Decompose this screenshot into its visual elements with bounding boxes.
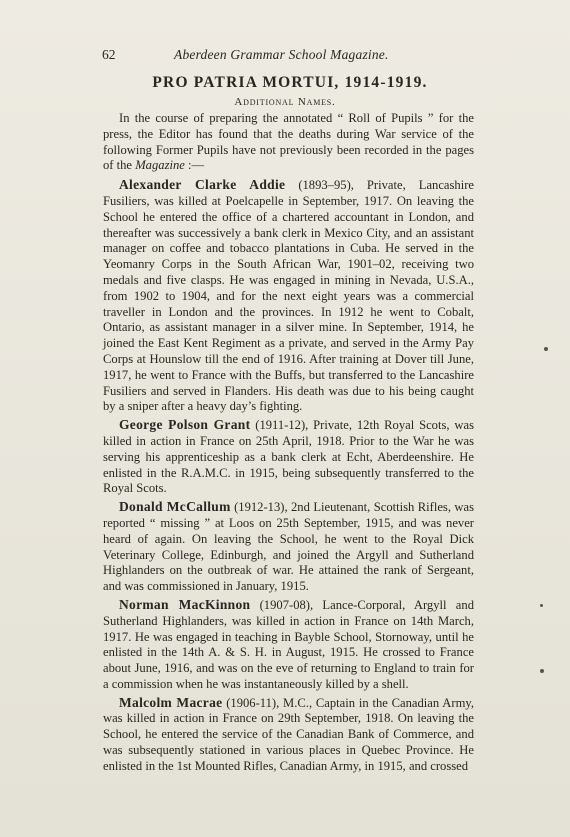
entry-name: Alexander Clarke Addie [119,177,286,193]
running-title: Aberdeen Grammar School Magazine. [174,47,389,62]
entry-name: Norman MacKinnon [119,596,251,612]
intro-magazine-word: Magazine [135,158,185,173]
entry-paragraph [103,499,474,595]
article-title: PRO PATRIA MORTUI, 1914-1919. [152,74,428,91]
entry-paragraph [103,177,474,415]
intro-tail: :— [184,158,205,173]
entry-name: Malcolm Macrae [119,694,223,710]
entry-paragraph [103,597,474,693]
page-number: 62 [102,47,116,62]
intro-paragraph [103,111,474,174]
entry-text: (1907-08), Lance-Corporal, Argyll and Sutherland Highlanders, was killed in action in France on 14th March, 1917. He was engaged in teaching in Bayble School, Stornoway, until he enlisted in the 14th A. & S. H. in August, 1915. He crossed to France about June, 1916, and was on the eve of returning to England to train for a commission when he was instantaneously killed by a shell. [103,597,474,691]
intro-text: In the course of preparing the annotated “ Roll of Pupils ” for the press, the Editor has found that the deaths during War service of the following Former Pupils have not previously been recorded in the pages of the [103,111,474,173]
entry-name: Donald McCallum [119,499,231,515]
entry-text: (1912-13), 2nd Lieutenant, Scottish Rifles, was reported “ missing ” at Loos on 25th September, 1915, and was never heard of again. On leaving the School, he went to the Royal Dick Veterinary College, Edinburgh, and joined the Argyll and Sutherland Highlanders on the outbreak of war. He attained the rank of Sergeant, and was commissioned in January, 1915. [103,500,474,594]
article-body [103,111,474,777]
entry-text: (1911-12), Private, 12th Royal Scots, was killed in action in France on 25th April, 1918. Prior to the War he was serving his apprenticeship as a bank clerk at Echt, Aberdeenshire. He enlisted in the R.A.M.C. in 1915, being subsequently transferred to the Royal Scots. [103,418,474,496]
entry-text: (1893–95), Private, Lancashire Fusiliers, was killed at Poelcapelle in September, 1917. On leaving the School he entered the office of a chartered accountant in London, and thereafter was successively a bank clerk in Mexico City, and an assistant manager on coffee and tobacco plantations in Cuba. He served in the Yeomanry Corps in the South African War, 1901–02, receiving two medals and five clasps. He was engaged in mining in Nevada, U.S.A., from 1902 to 1904, and for the next eight years was a commercial traveller in London and the provinces. In 1912 he went to Cobalt, Ontario, as assistant manager in a silver mine. In September, 1914, he joined the East Kent Regiment as a private, and served in the Army Pay Corps at Hounslow till the end of 1916. After training at Dover till June, 1917, he went to France with the Buffs, but transferred to the Lancashire Fusiliers and served in Flanders. His death was due to his being caught by a sniper after a heavy day’s fighting. [103,178,474,414]
paper-speck [540,669,544,673]
paper-speck [544,347,548,351]
entry-paragraph [103,417,474,497]
entry-text: (1906-11), M.C., Captain in the Canadian Army, was killed in action in France on 29th September, 1918. On leaving the School, he entered the service of the Canadian Bank of Commerce, and was subsequently stationed in various places in Quebec Province. He enlisted in the 1st Mounted Rifles, Canadian Army, in 1915, and crossed [103,695,474,773]
article-subtitle: Additional Names. [234,96,336,108]
running-header [102,47,462,65]
entry-name: George Polson Grant [119,417,251,433]
entry-paragraph [103,695,474,775]
paper-speck [540,604,543,607]
